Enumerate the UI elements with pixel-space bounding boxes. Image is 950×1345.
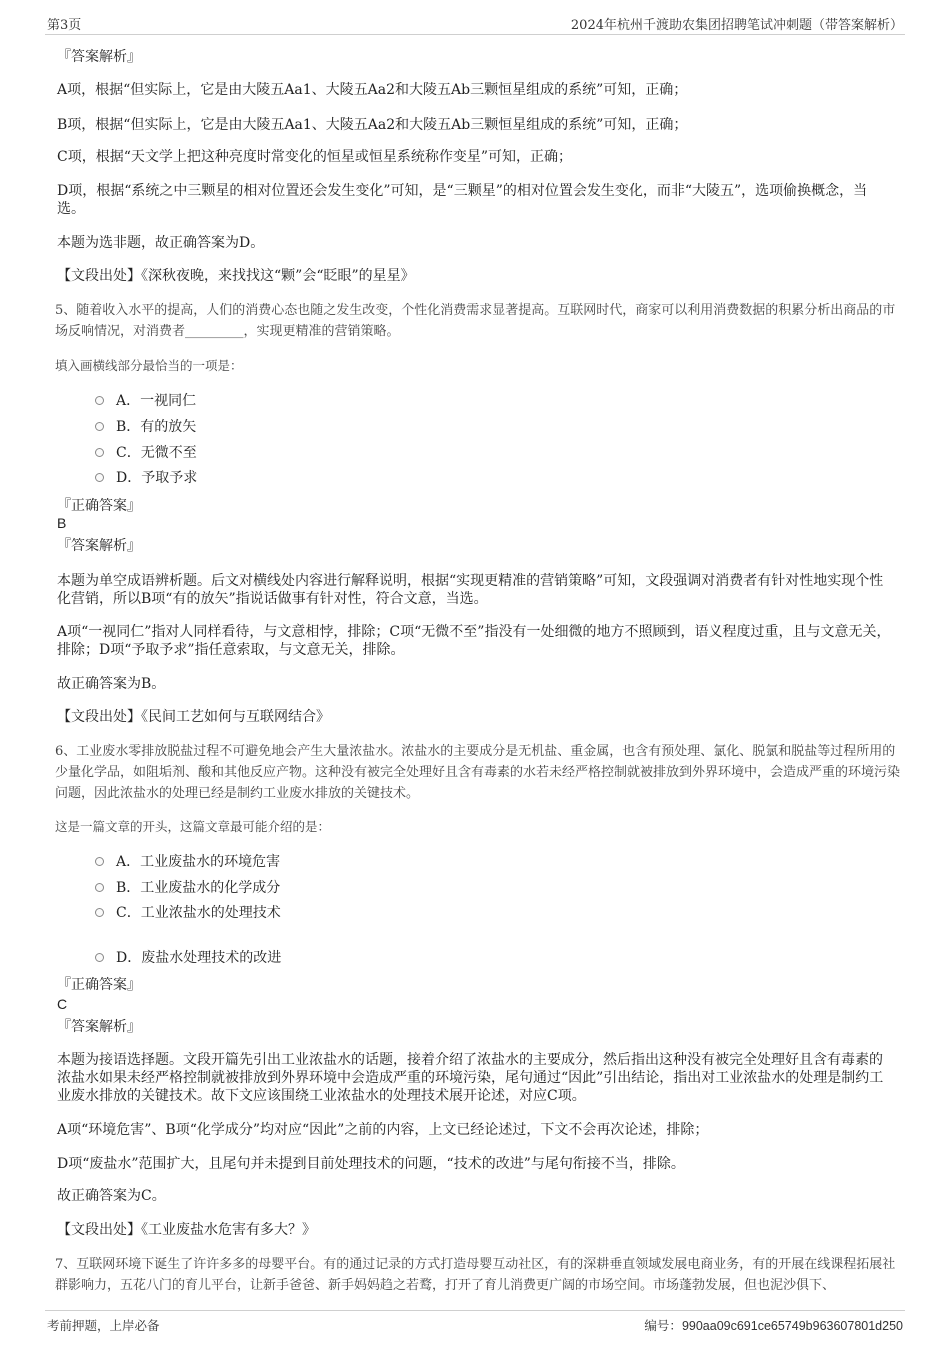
q5-analysis-para-1: 本题为单空成语辨析题。后文对横线处内容进行解释说明，根据“实现更精准的营销策略”可知，文段强调对消费者有针对性地实现个性化营销，所以B项“有的放矢”指说话做事有针对性，符合文意，当选。 bbox=[57, 573, 884, 607]
q5-source: 【文段出处】《民间工艺如何与互联网结合》 bbox=[57, 709, 330, 725]
q6-analysis-para-3: D项“废盐水”范围扩大，且尾句并未提到目前处理技术的问题，“技术的改进”与尾句衔接不当，排除。 bbox=[57, 1156, 685, 1172]
q5-option-b[interactable]: B．有的放矢 bbox=[95, 418, 196, 436]
q4-analysis-label: 『答案解析』 bbox=[57, 49, 141, 65]
radio-icon[interactable] bbox=[95, 908, 104, 917]
page-header bbox=[45, 14, 905, 35]
q6-stem: 6、工业废水零排放脱盐过程不可避免地会产生大量浓盐水。浓盐水的主要成分是无机盐、重金属，也含有预处理、氯化、脱氯和脱盐等过程所用的少量化学品，如阻垢剂、酸和其他反应产物。这种没有被完全处理好且含有毒素的水若未经严格控制就被排放到外界环境中，会造成严重的环境污染问题，因此浓盐水的处理已经是制约工业废水排放的关键技术。 bbox=[55, 744, 901, 801]
q7-stem: 7、互联网环境下诞生了许许多多的母婴平台。有的通过记录的方式打造母婴互动社区，有的深耕垂直领域发展电商业务，有的开展在线课程拓展社群影响力，五花八门的育儿平台，让新手爸爸、新手妈妈趋之若鹜，打开了育儿消费更广阔的市场空间。市场蓬勃发展，但也泥沙俱下、 bbox=[55, 1257, 896, 1293]
q5-analysis-para-2: A项“一视同仁”指对人同样看待，与文意相悖，排除；C项“无微不至”指没有一处细微的地方不照顾到，语义程度过重，且与文意无关，排除；D项“予取予求”指任意索取，与文意无关，排除。 bbox=[57, 624, 891, 658]
radio-icon[interactable] bbox=[95, 396, 104, 405]
q6-prompt: 这是一篇文章的开头，这篇文章最可能介绍的是： bbox=[55, 819, 331, 834]
q6-correct-label: 『正确答案』 bbox=[57, 977, 141, 993]
q5-stem: 5、随着收入水平的提高，人们的消费心态也随之发生改变，个性化消费需求显著提高。互联网时代，商家可以利用消费数据的积累分析出商品的市场反响情况，对消费者_________，实现更精准的营销策略。 bbox=[55, 303, 896, 339]
q6-option-c[interactable]: C．工业浓盐水的处理技术 bbox=[95, 904, 281, 922]
q6-answer: C bbox=[57, 996, 68, 1012]
q5-correct-label: 『正确答案』 bbox=[57, 498, 141, 514]
radio-icon[interactable] bbox=[95, 953, 104, 962]
radio-icon[interactable] bbox=[95, 422, 104, 431]
q5-conclusion: 故正确答案为B。 bbox=[57, 676, 166, 692]
q6-analysis-label: 『答案解析』 bbox=[57, 1019, 141, 1035]
q6-option-d[interactable]: D．废盐水处理技术的改进 bbox=[95, 949, 281, 967]
q5-option-d[interactable]: D．予取予求 bbox=[95, 469, 197, 487]
document-code-label: 编号： bbox=[644, 1318, 682, 1333]
q4-analysis-para-d: D项，根据“系统之中三颗星的相对位置还会发生变化”可知，是“三颗星”的相对位置会发生变化，而非“大陵五”，选项偷换概念，当选。 bbox=[57, 183, 868, 217]
q5-prompt: 填入画横线部分最恰当的一项是： bbox=[55, 358, 243, 373]
radio-icon[interactable] bbox=[95, 448, 104, 457]
q6-analysis-para-1: 本题为接语选择题。文段开篇先引出工业浓盐水的话题，接着介绍了浓盐水的主要成分，然后指出这种没有被完全处理好且含有毒素的浓盐水如果未经严格控制就被排放到外界环境中会造成严重的环境污染，尾句通过“因此”引出结论，指出对工业浓盐水的处理是制约工业废水排放的关键技术。故下文应该围绕工业浓盐水的处理技术展开论述，对应C项。 bbox=[57, 1052, 884, 1104]
q4-analysis-para-b: B项，根据“但实际上，它是由大陵五Aa1、大陵五Aa2和大陵五Ab三颗恒星组成的系统”可知，正确； bbox=[57, 117, 688, 133]
q6-option-a[interactable]: A．工业废盐水的环境危害 bbox=[95, 853, 280, 871]
page-footer bbox=[45, 1310, 905, 1335]
q5-answer: B bbox=[57, 515, 67, 531]
document-code bbox=[644, 1316, 903, 1334]
q5-option-c[interactable]: C．无微不至 bbox=[95, 444, 197, 462]
q4-conclusion: 本题为选非题，故正确答案为D。 bbox=[57, 235, 265, 251]
page-number: 第3页 bbox=[47, 18, 82, 33]
document-code-value: 990aa09c691ce65749b963607801d250 bbox=[681, 1319, 903, 1333]
radio-icon[interactable] bbox=[95, 857, 104, 866]
radio-icon[interactable] bbox=[95, 473, 104, 482]
q4-analysis-para-a: A项，根据“但实际上，它是由大陵五Aa1、大陵五Aa2和大陵五Ab三颗恒星组成的系统”可知，正确； bbox=[57, 82, 688, 98]
radio-icon[interactable] bbox=[95, 883, 104, 892]
q4-source: 【文段出处】《深秋夜晚，来找找这“颗”会“眨眼”的星星》 bbox=[57, 268, 415, 284]
q5-analysis-label: 『答案解析』 bbox=[57, 538, 141, 554]
q5-option-a[interactable]: A．一视同仁 bbox=[95, 392, 196, 410]
q6-source: 【文段出处】《工业废盐水危害有多大？》 bbox=[57, 1222, 316, 1238]
q6-option-b[interactable]: B．工业废盐水的化学成分 bbox=[95, 879, 280, 897]
footer-slogan: 考前押题，上岸必备 bbox=[47, 1318, 160, 1333]
document-title: 2024年杭州千渡助农集团招聘笔试冲刺题（带答案解析） bbox=[570, 18, 903, 33]
q4-analysis-para-c: C项，根据“天文学上把这种亮度时常变化的恒星或恒星系统称作变星”可知，正确； bbox=[57, 149, 573, 165]
q6-conclusion: 故正确答案为C。 bbox=[57, 1188, 166, 1204]
q6-analysis-para-2: A项“环境危害”、B项“化学成分”均对应“因此”之前的内容，上文已经论述过，下文不会再次论述，排除； bbox=[57, 1122, 709, 1138]
